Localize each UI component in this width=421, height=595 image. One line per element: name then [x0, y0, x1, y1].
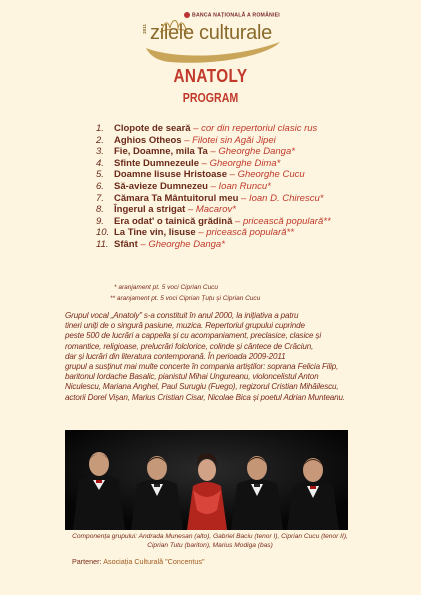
program-item: 5. Doamne Iisuse Hristoase – Gheorghe Cucu — [96, 169, 305, 181]
program-item: 2. Aghios Otheos – Filotei sin Agăi Jipei — [96, 134, 276, 146]
photo-caption — [70, 533, 350, 550]
program-item: 9. Era odat' o tainică grădină – pricească populară** — [96, 215, 331, 227]
bank-name — [184, 12, 280, 18]
arrangement-note: ** aranjament pt. 5 voci Ciprian Țuțu și Ciprian Cucu — [110, 295, 261, 302]
program-item: 1. Clopote de seară – cor din repertoriul clasic rus — [96, 123, 318, 134]
program-item: 11. Sfânt – Gheorghe Danga* — [96, 238, 225, 250]
description-line: grupul a susținut mai multe concerte în compania artiștilor: soprana Felicia Filip, — [65, 362, 339, 372]
description-line: dar și lucrări din literatura contemporană. În perioada 2009-2011 — [65, 351, 286, 361]
bank-name-text: BANCA NAȚIONALĂ A ROMÂNIEI — [192, 12, 280, 19]
group-description — [65, 311, 355, 403]
description-line: baritonul Iordache Basalic, pianistul Mihai Ungureanu, violoncelistul Anton — [65, 372, 319, 382]
program-item: 3. Fie, Doamne, mila Ta – Gheorghe Danga* — [96, 146, 295, 158]
description-line: actorii Dorel Vișan, Marius Cristian Cisar, Nicolae Bica și poetul Adrian Munteanu. — [65, 392, 345, 402]
page-title: ANATOLY — [173, 66, 248, 86]
program-heading: PROGRAM — [182, 91, 239, 105]
description-line: romantice, religioase, prelucrări folclorice, colinde și cântece de Crăciun, — [65, 341, 314, 351]
program-item: 4. Sfinte Dumnezeule – Gheorghe Dima* — [96, 157, 281, 169]
partner-name: Asociația Culturală "Concentus" — [103, 557, 205, 566]
brand-name: zilele culturale — [150, 22, 272, 44]
description-line: Grupul vocal „Anatoly” s-a constituit în anul 2000, la inițiativa a patru — [65, 311, 299, 320]
program-item: 7. Cămara Ta Mântuitorul meu – Ioan D. Chirescu* — [96, 192, 324, 204]
description-line: tineri uniți de o singură pasiune, muzica. Repertoriul grupului cuprinde — [65, 321, 305, 331]
caption-line: Ciprian Tutu (bariton), Marius Modiga (bas) — [147, 541, 273, 549]
program-list — [96, 123, 331, 251]
group-photo — [65, 430, 348, 530]
bank-seal-icon — [184, 12, 190, 18]
program-item: 10. La Tine vin, Iisuse – pricească populară** — [96, 227, 294, 239]
program-item: 6. Să-avieze Dumnezeu – Ioan Runcu* — [96, 180, 271, 192]
partner-label: Partener: — [72, 557, 102, 566]
description-line: peste 500 de lucrări a cappella și cu acompaniament, preclasice, clasice și — [65, 331, 321, 341]
logo-year: 2011 — [142, 24, 147, 34]
partner-line — [72, 557, 205, 566]
arrangement-note: * aranjament pt. 5 voci Ciprian Cucu — [114, 284, 219, 291]
program-item: 8. Îngerul a strigat – Macarov* — [96, 204, 236, 216]
caption-line: Componența grupului: Andrada Munesan (alto), Gabriel Baciu (tenor I), Ciprian Cucu (tenor II), — [72, 533, 348, 540]
description-line: Niculescu, Mariana Anghel, Paul Surugiu (Fuego), regizorul Cristian Mihăilescu, — [65, 382, 339, 392]
